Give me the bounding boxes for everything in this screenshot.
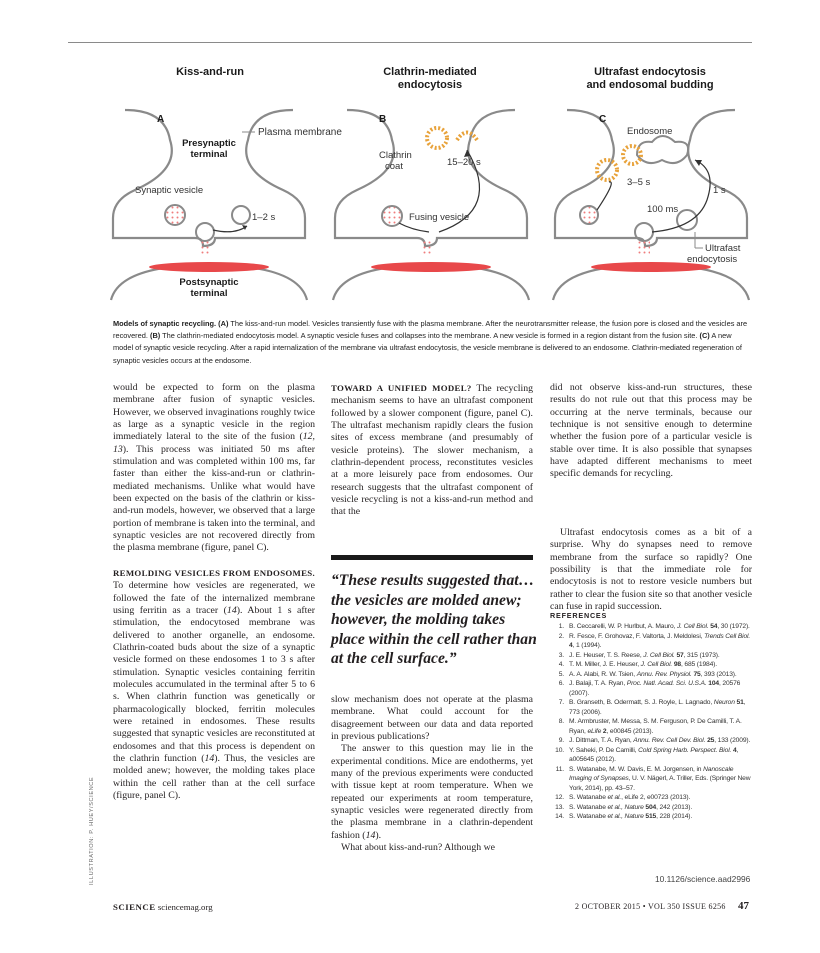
panel-b-title: Clathrin-mediated endocytosis [383,66,477,91]
transmitter-release-b [421,240,433,256]
paragraph: did not observe kiss-and-run structures, these results do not rule out that this process may be occurring at the nerve terminals, because our technique is not sensitive enough to determine whether the fusion pore of a particular vesicle is stable over time. It is also possible that synapses have adapted different mechanisms to meet specific demands for recycling. [550,382,752,480]
body-column-2 [331,382,533,519]
reference-item: 6. J. Balaji, T. A. Ryan, Proc. Natl. Acad. Sci. U.S.A. 104, 20576 (2007). [558,680,741,697]
reference-item: 4. T. M. Miller, J. E. Heuser, J. Cell Biol. 98, 685 (1984). [558,661,717,668]
illustration-credit: ILLUSTRATION: P. HUEY/SCIENCE [89,776,95,885]
figure-caption [113,318,753,367]
reference-item: 10. Y. Saheki, P. De Camilli, Cold Spring Harb. Perspect. Biol. 4, a005645 (2012). [555,746,739,763]
caption-c-label: (C) [699,331,710,341]
reference-item: 7. B. Granseth, B. Odermatt, S. J. Royle, L. Lagnado, Neuron 51, 773 (2006). [558,699,746,716]
body-column-3-continued [550,527,752,613]
postsynaptic-density-a [149,262,269,272]
paragraph: The answer to this question may lie in the experimental conditions. Mice are endotherms, yet many of the previous experiments were conducted with tissue kept at room temperature. When we repeated our experiments at room temperature, synaptic vesicles were regenerated directly from the plasma membrane in a clathrin-dependent fashion (14). [331,743,533,841]
panel-b [333,110,529,300]
caption-b-label: (B) [149,331,161,341]
endocytosis-arrow-c [652,160,710,232]
paragraph: would be expected to form on the plasma membrane after fusion of synaptic vesicles. However, we observed invaginations roughly twice as large as a synaptic vesicle in the region immediately lateral to the site of the fusion (12, 13). This process was initiated 50 ms after stimulation and was completed within 100 ms, far faster than either the kiss-and-run or clathrin-mediated mechanisms. Unlike what would have been expected on the basis of the clathrin or kiss-and-run models, however, we observed that a large portion of membrane is taken into the terminal, and synaptic vesicles are not recovered directly from the plasma membrane (figure, panel C). [113,382,315,554]
reference-item: 14. S. Watanabe et al., Nature 515, 228 (2014). [555,813,693,820]
ultrafast-label-2: endocytosis [687,254,738,265]
body-column-1 [113,382,315,802]
postsynaptic-density-b [371,262,491,272]
clathrin-label-2: coat [385,161,403,172]
fusing-vesicle-c [635,223,653,241]
endosome-label: Endosome [627,126,673,137]
synaptic-vesicle-a [165,205,185,225]
time-label-b: 15–20 s [447,157,481,168]
time-label-c3: 100 ms [647,204,679,215]
presynaptic-label-2: terminal [190,149,228,160]
endosome-c [637,136,688,163]
top-rule [68,42,752,43]
fusing-vesicle-label: Fusing vesicle [409,212,470,223]
reference-list [550,622,754,822]
panel-a [111,110,342,300]
caption-title: Models of synaptic recycling. [113,319,217,328]
pullquote-bar [331,555,533,560]
reference-item: 3. J. E. Heuser, T. S. Reese, J. Cell Biol. 57, 315 (1973). [558,651,720,659]
section-heading: REMOLDING VESICLES FROM ENDOSOMES. [113,567,315,578]
caption-a-label: (A) [218,319,229,328]
paragraph: TOWARD A UNIFIED MODEL? The recycling mechanism seems to have an ultrafast component followed by a slower component (figure, panel C). The ultrafast mechanism rapidly clears the fusion sites of excess membrane (and presumably of vesicle proteins). The slower mechanism, a clathrin-dependent process, reconstitutes vesicles at a more leisurely pace from endosomes. Our research suggests that the ultrafast component of vesicle recycling is not a kiss-and-run method and that the [331,383,533,518]
clathrin-label-1: Clathrin [379,150,412,161]
footer-journal: SCIENCE sciencemag.org [113,902,213,912]
doi: 10.1126/science.aad2996 [655,874,751,884]
body-column-2-continued [331,694,533,854]
panel-c-title: Ultrafast endocytosis and endosomal budding [586,66,714,91]
postsynaptic-label-1: Postsynaptic [179,277,239,288]
reference-item: 2. R. Fesce, F. Grohovaz, F. Valtorta, J. Meldolesi, Trends Cell Biol. 4, 1 (1994). [558,632,751,649]
body-column-3 [550,382,752,481]
panel-c-letter: C [599,114,607,125]
reference-item: 5. A. A. Alabi, R. W. Tsien, Annu. Rev. Physiol. 75, 393 (2013). [558,670,737,678]
postsynaptic-label-2: terminal [190,288,228,299]
reference-item: 9. J. Dittman, T. A. Ryan, Annu. Rev. Cell Dev. Biol. 25, 133 (2009). [558,737,751,744]
fusion-arrow-b [399,223,429,232]
caption-b-text: The clathrin-mediated endocytosis model. A synaptic vesicle fuses and collapses into the membrane. A new vesicle is formed in a region distant from the fusion site. [160,331,700,341]
transmitter-release-c [638,240,650,256]
fusing-vesicle-a [196,223,214,241]
paragraph: slow mechanism does not operate at the plasma membrane. What could account for the disagreement between our data and data reported in previous publications? [331,694,533,743]
reference-item: 13. S. Watanabe et al., Nature 504, 242 (2013). [555,803,693,811]
presynaptic-label-1: Presynaptic [182,138,236,149]
time-label-c1: 3–5 s [627,177,651,188]
panel-a-title: Kiss-and-run [176,66,244,78]
vesicle-arrow-c [597,182,611,210]
reference-item: 8. M. Armbruster, M. Messa, S. M. Ferguson, P. De Camilli, T. A. Ryan, eLife 2, e00845 (2013). [558,718,742,735]
time-label-c2: 1 s [713,185,726,196]
pullquote: “These results suggested that…the vesicles are molded anew; however, the molding takes place within the cell rather than at the cell surface.” [331,572,537,668]
ultrafast-pit-c [677,210,697,230]
clathrin-pit-b [457,133,477,141]
transmitter-release-a [199,240,211,256]
section-heading: TOWARD A UNIFIED MODEL? [331,383,472,393]
reference-item: 1. B. Ceccarelli, W. P. Hurlbut, A. Mauro, J. Cell Biol. 54, 30 (1972). [558,623,750,630]
panel-a-letter: A [157,114,165,125]
paragraph: What about kiss-and-run? Although we [341,842,495,854]
time-label-a: 1–2 s [252,212,276,223]
clathrin-bud-c2 [623,146,641,164]
plasma-membrane-label: Plasma membrane [258,127,342,138]
reference-item: 12. S. Watanabe et al., eLife 2, e00723 (2013). [555,794,691,801]
synaptic-recycling-figure [105,60,765,305]
synaptic-vesicle-label: Synaptic vesicle [135,185,204,196]
page-number: 47 [738,900,749,912]
caption-a-text: The kiss-and-run model. Vesicles transiently fuse with the plasma membrane. After the neurotransmitter release, the fusion pore is closed and the vesicles are recovered. [113,319,748,341]
paragraph: REMOLDING VESICLES FROM ENDOSOMES. To determine how vesicles are regenerated, we followed the fate of the internalized membrane using ferritin as a tracer (14). About 1 s after stimulation, the endocytosed membrane was delivered to another organelle, an endosome. Clathrin-coated buds about the size of a synaptic vesicle formed on these endosomes 1 to 3 s after stimulation. Synaptic vesicles containing ferritin molecules accumulated in the terminal after 5 to 6 s. When clathrin function was genetically or pharmacologically blocked, ferritin molecules were retained in endosomes. These results suggested that synaptic vesicles are reconstituted at endosomes and that this process is dependent on the clathrin function (14). Thus, the vesicles are molded anew; however, the molding takes place within the cell rather than at the cell surface (figure, panel C). [113,567,315,801]
references-heading: REFERENCES [550,611,608,620]
footer-issue: 2 OCTOBER 2015 • VOL 350 ISSUE 6256 [575,902,726,911]
paragraph: Ultrafast endocytosis comes as a bit of a surprise. Why do synapses need to remove membrane from the surface so rapidly? One possibility is that the immediate role for endocytosis is not to restore vesicle numbers but rather to clear the fusion site so that another vesicle can fuse in rapid succession. [550,527,752,613]
caption-c-text: A new model of synaptic vesicle recycling. After a rapid internalization of the membrane via ultrafast endocytosis, the vesicle membrane is delivered to an endosome. Clathrin-mediated regeneration of synaptic vesicles occurs at the endosome. [113,331,742,365]
ultrafast-label-1: Ultrafast [705,243,741,254]
recovered-vesicle-a [232,206,250,224]
panel-b-letter: B [379,114,387,125]
panel-c [553,110,749,300]
synaptic-vesicle-c [580,206,598,224]
reference-item: 11. S. Watanabe, M. W. Davis, E. M. Jorgensen, in Nanoscale Imaging of Synapses, U. V. Nägerl, A. Triller, Eds. (Springer New York, 2014), pp. 43–57. [555,765,751,792]
return-arrow-a [213,226,247,232]
clathrin-vesicle-b [427,128,447,148]
